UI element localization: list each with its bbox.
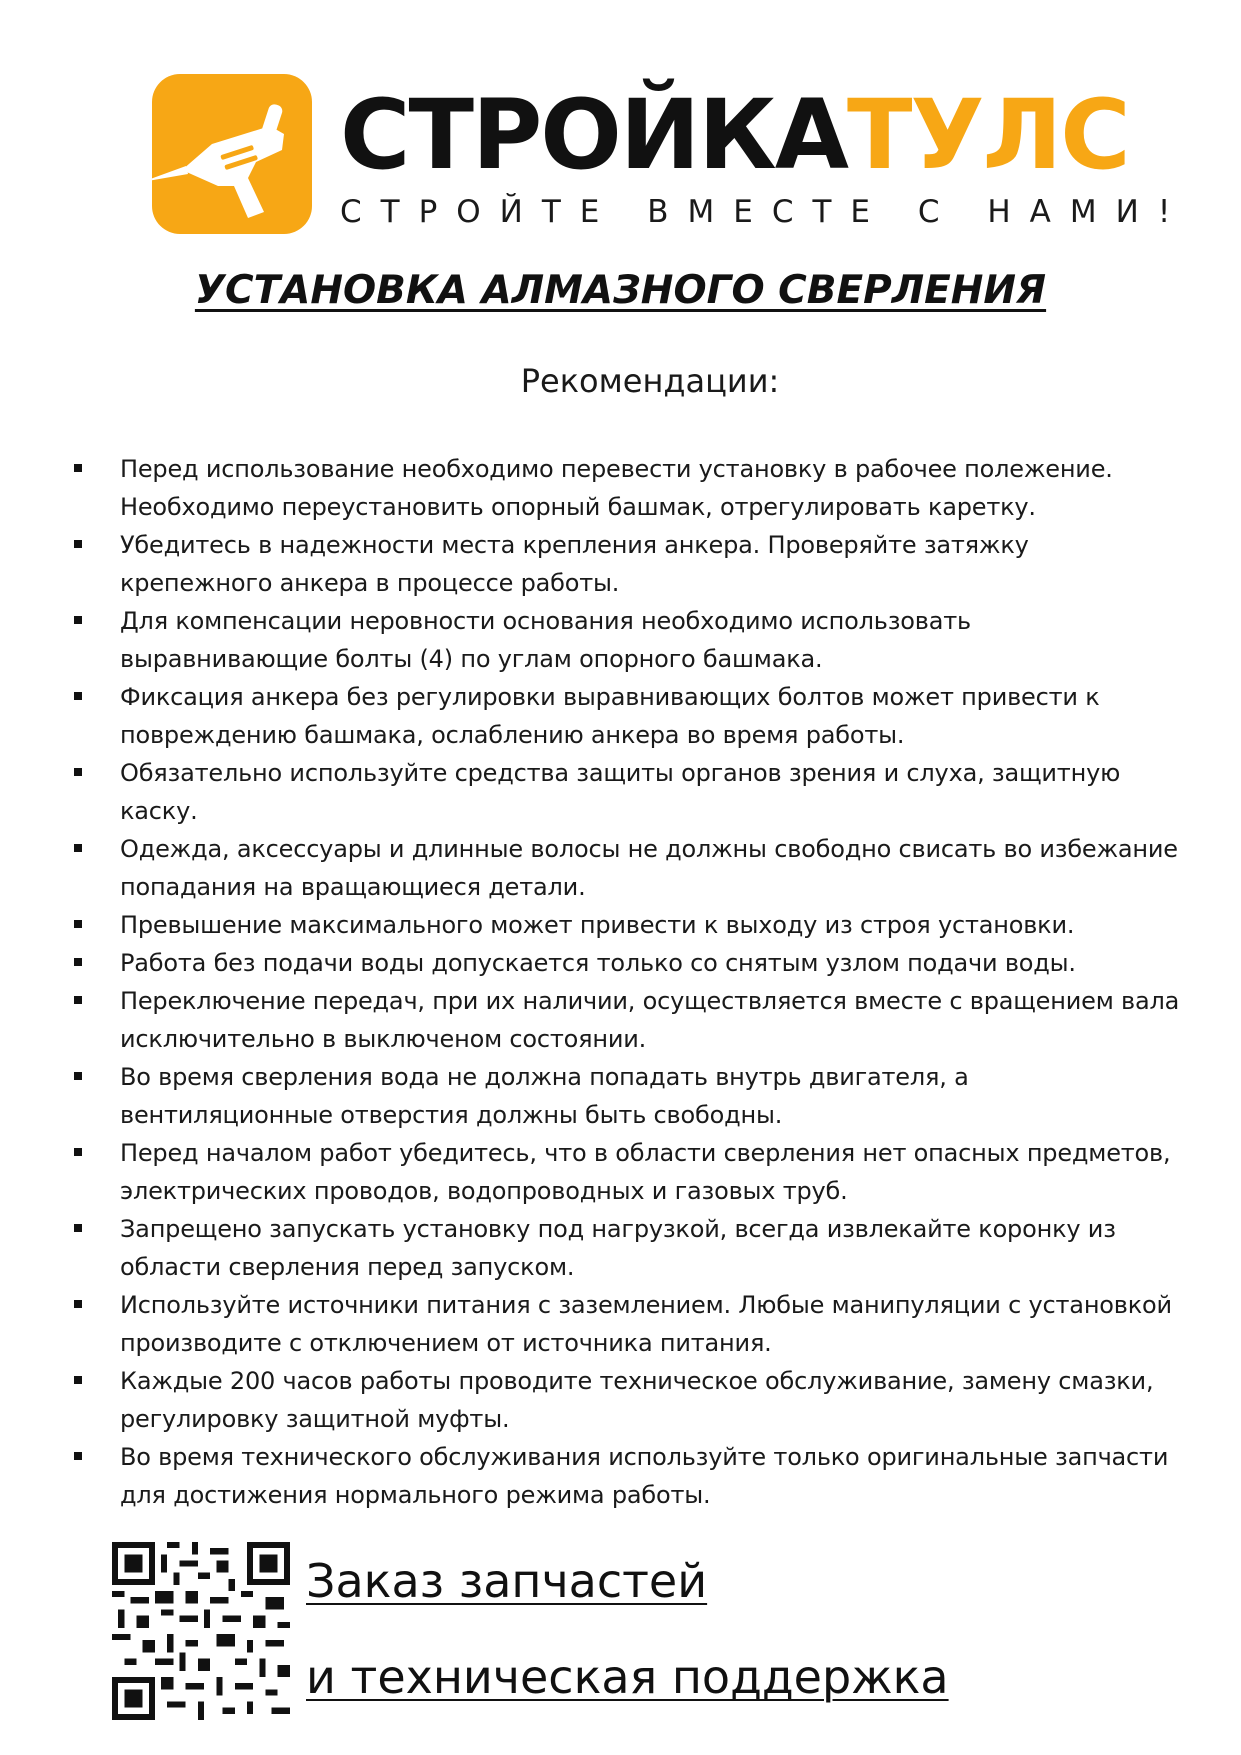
list-item-text: Во время сверления вода не должна попадать внутрь двигателя, а вентиляционные отверстия должны быть свободны. [120,1063,969,1129]
list-item [72,754,1182,830]
bullet-icon [74,1452,82,1460]
brand-name-dark: СТРОЙКА [340,79,848,191]
list-item [72,982,1182,1058]
list-item [72,1438,1182,1514]
bullet-icon [74,692,82,700]
list-item [72,906,1182,944]
bullet-icon [74,958,82,966]
qr-code-icon[interactable] [112,1542,290,1720]
list-item [72,830,1182,906]
order-parts-link[interactable]: Заказ запчастей [306,1554,708,1608]
bullet-icon [74,996,82,1004]
bullet-icon [74,616,82,624]
bullet-icon [74,1224,82,1232]
bullet-icon [74,768,82,776]
brand-tagline: СТРОЙТЕ ВМЕСТЕ С НАМИ! [340,194,1190,230]
list-item [72,1286,1182,1362]
list-item [72,1058,1182,1134]
list-item-text: Используйте источники питания с заземлением. Любые манипуляции с установкой производите с отключением от источника питания. [120,1291,1172,1357]
list-item [72,602,1182,678]
bullet-icon [74,1376,82,1384]
bullet-icon [74,920,82,928]
list-item-text: Перед началом работ убедитесь, что в области сверления нет опасных предметов, электрических проводов, водопроводных и газовых труб. [120,1139,1171,1205]
list-item [72,944,1182,982]
bullet-icon [74,1072,82,1080]
list-item [72,1362,1182,1438]
list-item-text: Во время технического обслуживания используйте только оригинальные запчасти для достижения нормального режима работы. [120,1443,1169,1509]
brand-name [340,80,1130,190]
list-item-text: Работа без подачи воды допускается только со снятым узлом подачи воды. [120,949,1076,977]
list-item-text: Одежда, аксессуары и длинные волосы не должны свободно свисать во избежание попадания на вращающиеся детали. [120,835,1178,901]
brand-name-accent: ТУЛС [847,79,1129,191]
list-item-text: Переключение передач, при их наличии, осуществляется вместе с вращением вала исключительно в выключеном состоянии. [120,987,1180,1053]
list-item-text: Фиксация анкера без регулировки выравнивающих болтов может привести к повреждению башмака, ослаблению анкера во время работы. [120,683,1100,749]
bullet-icon [74,1148,82,1156]
recommendations-list [72,450,1182,1514]
list-item [72,1210,1182,1286]
page-title [0,268,1241,313]
bullet-icon [74,464,82,472]
bullet-icon [74,844,82,852]
section-subtitle: Рекомендации: [520,362,780,400]
list-item-text: Для компенсации неровности основания необходимо использовать выравнивающие болты (4) по углам опорного башмака. [120,607,971,673]
tech-support-link[interactable]: и техническая поддержка [306,1650,949,1704]
list-item [72,526,1182,602]
drill-logo-icon [152,74,312,234]
page-title-text: УСТАНОВКА АЛМАЗНОГО СВЕРЛЕНИЯ [194,268,1047,313]
list-item-text: Перед использование необходимо перевести установку в рабочее полежение. Необходимо переустановить опорный башмак, отрегулировать каретку. [120,455,1113,521]
brand-block [340,79,1190,230]
list-item-text: Превышение максимального может привести к выходу из строя установки. [120,911,1075,939]
list-item-text: Каждые 200 часов работы проводите техническое обслуживание, замену смазки, регулировку защитной муфты. [120,1367,1154,1433]
list-item-text: Обязательно используйте средства защиты органов зрения и слуха, защитную каску. [120,759,1121,825]
list-item-text: Запрещено запускать установку под нагрузкой, всегда извлекайте коронку из области сверления перед запуском. [120,1215,1116,1281]
list-item [72,678,1182,754]
list-item-text: Убедитесь в надежности места крепления анкера. Проверяйте затяжку крепежного анкера в процессе работы. [120,531,1029,597]
bullet-icon [74,1300,82,1308]
list-item [72,450,1182,526]
bullet-icon [74,540,82,548]
list-item [72,1134,1182,1210]
